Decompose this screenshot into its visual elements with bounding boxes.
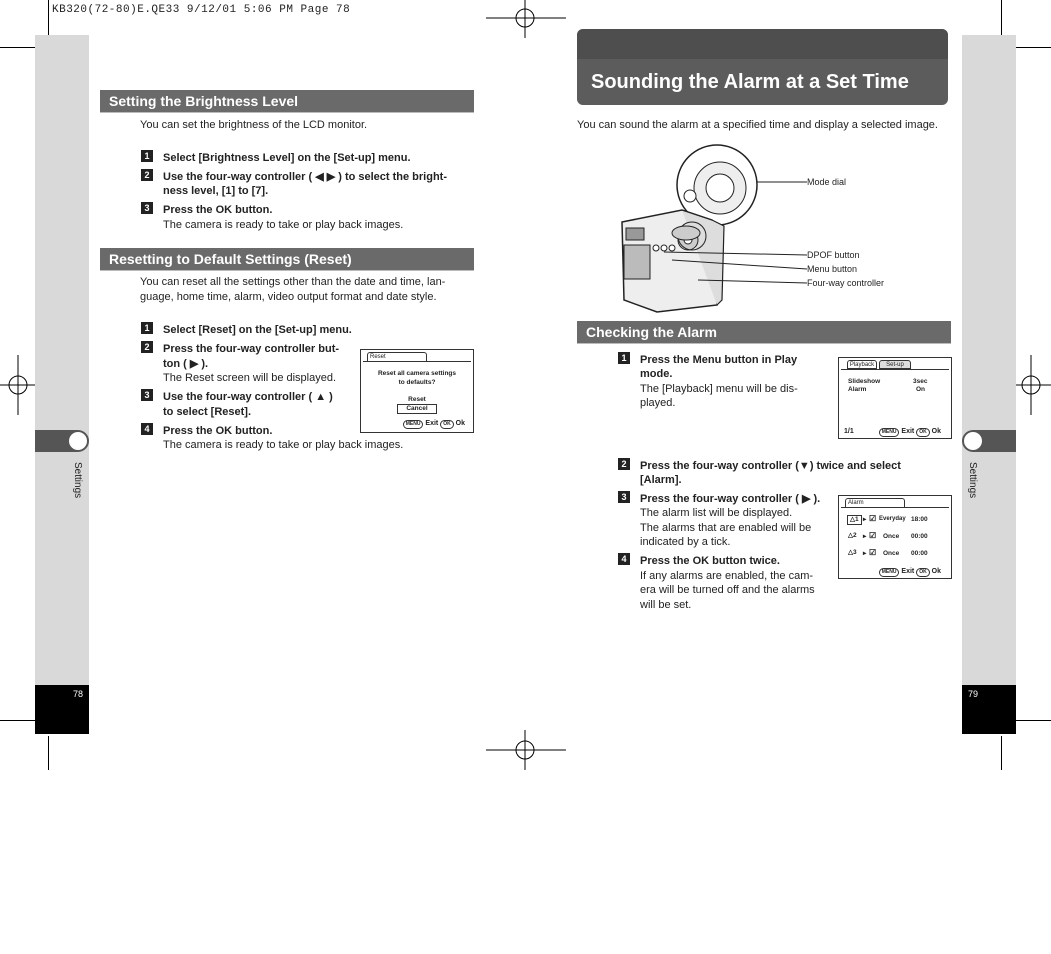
title-banner-shade bbox=[577, 29, 948, 59]
step-note: indicated by a tick. bbox=[640, 536, 731, 548]
divider bbox=[841, 507, 949, 508]
camera-illustration bbox=[612, 140, 812, 315]
step-note: The camera is ready to take or play back images. bbox=[163, 219, 404, 231]
crop-mark bbox=[1016, 47, 1051, 48]
left-tab-label: Settings bbox=[72, 462, 83, 499]
step-text: ton ( ▶ ). bbox=[163, 358, 209, 370]
section-heading-checking: Checking the Alarm bbox=[577, 321, 951, 344]
reset-intro: guage, home time, alarm, video output format and date style. bbox=[140, 291, 437, 303]
ok-label: Ok bbox=[931, 428, 941, 435]
step-number: 1 bbox=[618, 352, 630, 364]
step-note: The [Playback] menu will be dis- bbox=[640, 383, 798, 395]
step-text: Press the four-way controller (▼) twice and select bbox=[640, 460, 901, 472]
left-page-number: 78 bbox=[72, 689, 83, 699]
exit-label: Exit bbox=[901, 568, 915, 575]
right-tab-marker bbox=[962, 430, 1016, 452]
step-text: Use the four-way controller ( ▲ ) bbox=[163, 391, 333, 403]
right-tab-label-wrap bbox=[962, 462, 982, 522]
alarm-frequency: Once bbox=[883, 533, 900, 540]
reset-screen bbox=[360, 349, 474, 433]
label-mode-dial: Mode dial bbox=[807, 177, 847, 187]
print-header: KB320(72-80)E.QE33 9/12/01 5:06 PM Page 78 bbox=[52, 4, 351, 16]
right-page-number-block bbox=[962, 685, 1016, 734]
menu-row-value: On bbox=[916, 386, 926, 393]
crop-mark bbox=[48, 736, 49, 770]
left-page-number-block bbox=[35, 685, 89, 734]
exit-label: Exit bbox=[425, 420, 439, 427]
step-number: 4 bbox=[618, 553, 630, 565]
right-side-tab bbox=[962, 35, 1016, 685]
step-note: played. bbox=[640, 397, 676, 409]
alarm-time: 18:00 bbox=[911, 516, 928, 523]
step-text: Press the four-way controller but- bbox=[163, 343, 340, 355]
step-number: 3 bbox=[618, 491, 630, 503]
step-number: 1 bbox=[141, 150, 153, 162]
reset-intro: You can reset all the settings other than the date and time, lan- bbox=[140, 276, 446, 288]
step-text: Press the four-way controller ( ▶ ). bbox=[640, 493, 821, 505]
menu-button-icon: MENU bbox=[879, 428, 900, 437]
step-note: The alarm list will be displayed. bbox=[640, 507, 793, 519]
option-reset: Reset bbox=[408, 396, 426, 403]
step-text: ness level, [1] to [7]. bbox=[163, 185, 269, 197]
step-text: Select [Brightness Level] on the [Set-up] menu. bbox=[163, 152, 411, 164]
screen-tab-playback: Playback bbox=[847, 360, 877, 369]
checkbox-checked-icon: ☑ bbox=[869, 531, 877, 540]
label-dpof-button: DPOF button bbox=[807, 250, 860, 260]
left-tab-marker bbox=[35, 430, 89, 452]
screen-footer bbox=[403, 420, 465, 429]
checkbox-checked-icon: ☑ bbox=[869, 548, 877, 557]
arrow-right-icon: ▸ bbox=[863, 550, 867, 557]
menu-button-icon: MENU bbox=[879, 568, 900, 577]
screen-message: to defaults? bbox=[398, 379, 436, 386]
ok-button-icon: OK bbox=[440, 420, 454, 429]
registration-mark-right bbox=[1011, 355, 1051, 415]
crop-mark bbox=[48, 0, 49, 38]
circle-icon bbox=[964, 432, 982, 450]
arrow-right-icon: ▸ bbox=[863, 533, 867, 540]
step-text: Press the OK button. bbox=[163, 425, 273, 437]
alarm-intro: You can sound the alarm at a specified time and display a selected image. bbox=[577, 119, 938, 131]
left-side-tab bbox=[35, 35, 89, 685]
step-text: Press the OK button twice. bbox=[640, 555, 780, 567]
brightness-intro: You can set the brightness of the LCD monitor. bbox=[140, 119, 368, 131]
step-number: 2 bbox=[141, 341, 153, 353]
ok-button-icon: OK bbox=[916, 568, 930, 577]
alarm-frequency: Once bbox=[883, 550, 900, 557]
checkbox-checked-icon: ☑ bbox=[869, 514, 877, 523]
page-indicator: 1/1 bbox=[844, 428, 854, 435]
step-text: Press the OK button. bbox=[163, 204, 273, 216]
screen-tab-setup: Set-up bbox=[879, 360, 911, 369]
registration-mark-left bbox=[0, 355, 40, 415]
alarm-time: 00:00 bbox=[911, 533, 928, 540]
divider bbox=[363, 361, 471, 362]
alarm-row bbox=[847, 549, 951, 559]
page-title: Sounding the Alarm at a Set Time bbox=[591, 71, 909, 93]
option-cancel: Cancel bbox=[397, 404, 437, 414]
alarm-row bbox=[847, 515, 951, 525]
screen-footer bbox=[879, 428, 941, 437]
alarm-index: △3 bbox=[848, 549, 857, 556]
label-menu-button: Menu button bbox=[807, 264, 858, 274]
step-note: If any alarms are enabled, the cam- bbox=[640, 570, 814, 582]
step-number: 1 bbox=[141, 322, 153, 334]
step-text: mode. bbox=[640, 368, 673, 380]
crop-mark bbox=[0, 47, 40, 48]
arrow-right-icon: ▸ bbox=[863, 516, 867, 523]
crop-mark bbox=[1016, 720, 1051, 721]
alarm-row bbox=[847, 532, 951, 542]
step-note: era will be turned off and the alarms bbox=[640, 584, 815, 596]
step-number: 2 bbox=[141, 169, 153, 181]
ok-label: Ok bbox=[455, 420, 465, 427]
exit-label: Exit bbox=[901, 428, 915, 435]
menu-button-icon: MENU bbox=[403, 420, 424, 429]
alarm-index: △1 bbox=[847, 515, 862, 525]
step-text: Select [Reset] on the [Set-up] menu. bbox=[163, 324, 352, 336]
alarm-index: △2 bbox=[848, 532, 857, 539]
menu-row-value: 3sec bbox=[913, 378, 928, 385]
step-number: 3 bbox=[141, 389, 153, 401]
screen-footer bbox=[879, 568, 941, 577]
alarm-screen bbox=[838, 495, 952, 579]
right-tab-label: Settings bbox=[967, 462, 978, 499]
screen-tab: Alarm bbox=[845, 498, 905, 507]
step-text: to select [Reset]. bbox=[163, 406, 252, 418]
step-text: [Alarm]. bbox=[640, 474, 682, 486]
step-note: The Reset screen will be displayed. bbox=[163, 372, 337, 384]
crop-mark bbox=[1001, 0, 1002, 38]
label-four-way-controller: Four-way controller bbox=[807, 278, 885, 288]
section-heading-reset: Resetting to Default Settings (Reset) bbox=[100, 248, 474, 271]
left-tab-label-wrap bbox=[69, 462, 89, 522]
step-number: 2 bbox=[618, 458, 630, 470]
step-note: will be set. bbox=[640, 599, 692, 611]
section-heading-brightness: Setting the Brightness Level bbox=[100, 90, 474, 113]
ok-label: Ok bbox=[931, 568, 941, 575]
title-banner bbox=[577, 29, 948, 105]
step-number: 4 bbox=[141, 423, 153, 435]
crop-mark bbox=[1001, 736, 1002, 770]
playback-screen bbox=[838, 357, 952, 439]
right-page-number: 79 bbox=[968, 689, 979, 699]
alarm-frequency: Everyday bbox=[879, 516, 906, 522]
menu-row-label: Slideshow bbox=[848, 378, 881, 385]
screen-message: Reset all camera settings bbox=[377, 370, 457, 377]
step-text: Press the Menu button in Play bbox=[640, 354, 798, 366]
registration-mark-bottom bbox=[486, 730, 566, 770]
step-note: The camera is ready to take or play back images. bbox=[163, 439, 404, 451]
ok-button-icon: OK bbox=[916, 428, 930, 437]
alarm-time: 00:00 bbox=[911, 550, 928, 557]
registration-mark-top bbox=[486, 0, 566, 40]
crop-mark bbox=[0, 720, 40, 721]
step-number: 3 bbox=[141, 202, 153, 214]
circle-icon bbox=[69, 432, 87, 450]
divider bbox=[841, 369, 949, 370]
menu-row-label: Alarm bbox=[848, 386, 867, 393]
step-note: The alarms that are enabled will be bbox=[640, 522, 812, 534]
step-text: Use the four-way controller ( ◀ ▶ ) to select the bright- bbox=[163, 171, 448, 183]
screen-tab: Reset bbox=[367, 352, 427, 361]
